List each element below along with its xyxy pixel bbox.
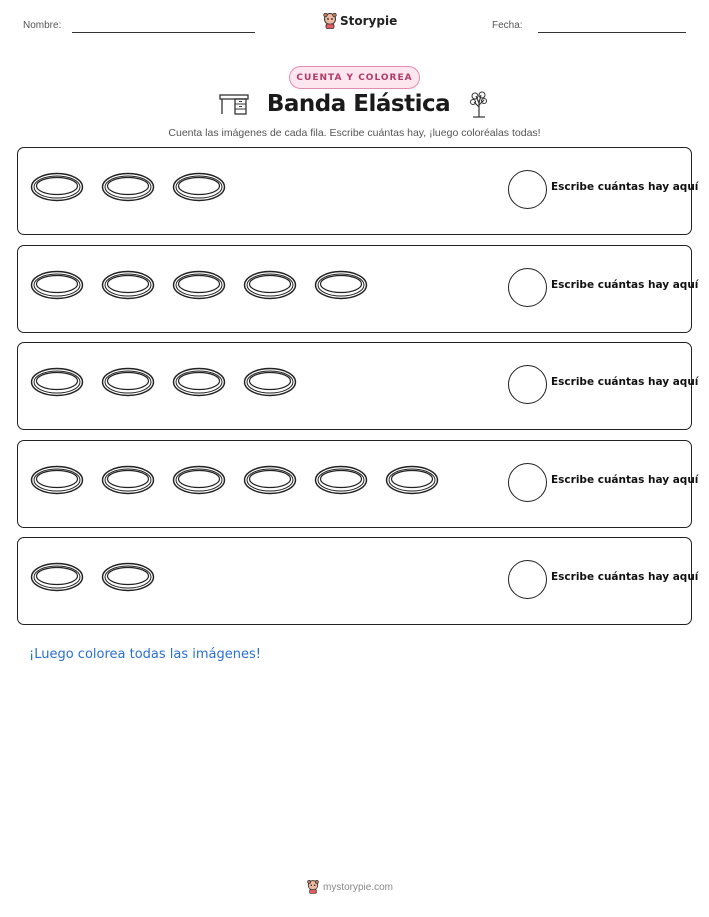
answer-circle[interactable]: [508, 365, 547, 404]
rubber-band-icon: [172, 269, 226, 305]
date-line[interactable]: [538, 32, 686, 33]
rubber-band-icon: [172, 366, 226, 402]
footer-site-url: mystorypie.com: [323, 881, 394, 893]
brand-name: Storypie: [340, 14, 398, 28]
title-row: [0, 90, 709, 118]
storypie-mascot-icon: [307, 880, 319, 894]
rubber-band-icon: [101, 561, 155, 597]
rubber-band-icon: [101, 171, 155, 207]
name-line[interactable]: [72, 32, 255, 33]
answer-label: Escribe cuántas hay aquí: [551, 571, 699, 583]
answer-label: Escribe cuántas hay aquí: [551, 474, 699, 486]
answer-circle[interactable]: [508, 463, 547, 502]
rubber-band-icon: [101, 464, 155, 500]
page-title: Banda Elástica: [266, 91, 451, 117]
rubber-band-icon: [172, 464, 226, 500]
answer-label: Escribe cuántas hay aquí: [551, 181, 699, 193]
rubber-band-icon: [30, 269, 84, 305]
rubber-band-icon: [243, 464, 297, 500]
rubber-band-icon: [101, 366, 155, 402]
rubber-band-icon: [172, 171, 226, 207]
rubber-band-icon: [314, 464, 368, 500]
rubber-band-icon: [243, 366, 297, 402]
storypie-mascot-icon: [323, 13, 337, 29]
band-group: [30, 366, 297, 402]
rubber-band-icon: [30, 464, 84, 500]
rubber-band-icon: [30, 171, 84, 207]
activity-badge: CUENTA Y COLOREA: [289, 66, 420, 89]
counting-row: [17, 537, 699, 625]
answer-circle[interactable]: [508, 170, 547, 209]
rubber-band-icon: [101, 269, 155, 305]
rubber-band-icon: [30, 366, 84, 402]
counting-row: [17, 440, 699, 528]
date-label: Fecha:: [492, 20, 523, 31]
band-group: [30, 171, 226, 207]
counting-row: [17, 342, 699, 430]
answer-circle[interactable]: [508, 560, 547, 599]
instructions: Cuenta las imágenes de cada fila. Escribe cuántas hay, ¡luego coloréalas todas!: [168, 127, 541, 139]
footer-site: [307, 880, 393, 894]
answer-circle[interactable]: [508, 268, 547, 307]
name-label: Nombre:: [23, 20, 62, 31]
answer-label: Escribe cuántas hay aquí: [551, 376, 699, 388]
rubber-band-icon: [243, 269, 297, 305]
footer-note: ¡Luego colorea todas las imágenes!: [29, 647, 261, 662]
rubber-band-icon: [314, 269, 368, 305]
rubber-band-icon: [385, 464, 439, 500]
band-group: [30, 561, 155, 597]
rubber-band-icon: [30, 561, 84, 597]
counting-row: [17, 245, 699, 333]
desk-icon: [219, 92, 249, 116]
band-group: [30, 464, 439, 500]
counting-row: [17, 147, 699, 235]
tree-icon: [468, 90, 490, 118]
answer-label: Escribe cuántas hay aquí: [551, 279, 699, 291]
brand-logo: [323, 13, 397, 29]
band-group: [30, 269, 368, 305]
